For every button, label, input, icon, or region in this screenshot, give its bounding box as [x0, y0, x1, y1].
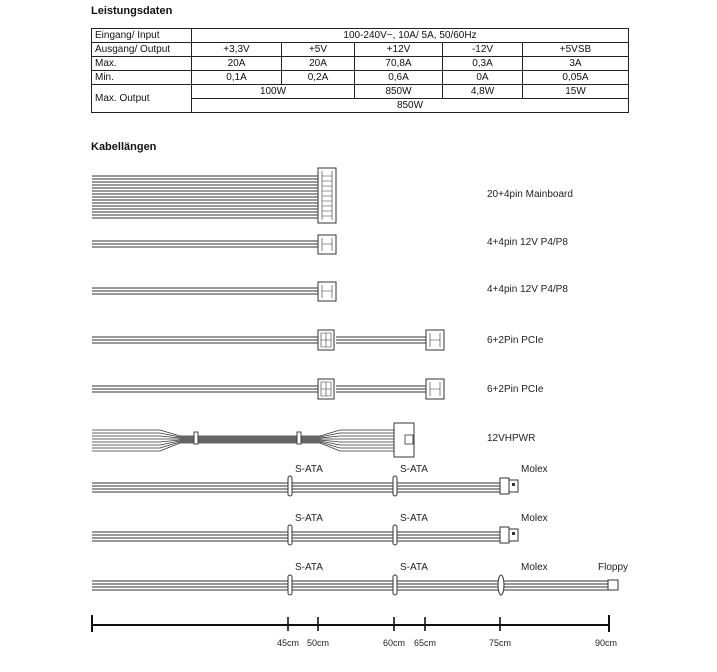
max-label: Max.	[92, 57, 192, 71]
label-sata: S-ATA	[295, 464, 323, 475]
sata-connector	[393, 525, 397, 545]
label-sata: S-ATA	[295, 562, 323, 573]
max-value: 20A	[282, 57, 355, 71]
label-molex: Molex	[521, 513, 548, 524]
ruler-label: 45cm	[276, 638, 300, 648]
max-output-value: 100W	[192, 85, 355, 99]
hpwr-sleeve-clip	[297, 432, 301, 444]
min-value: 0,1A	[192, 71, 282, 85]
min-value: 0A	[443, 71, 523, 85]
max-output-label: Max. Output	[92, 85, 192, 113]
p4p8-connector	[318, 235, 336, 254]
min-value: 0,2A	[282, 71, 355, 85]
cable-sata-3	[92, 575, 618, 595]
max-value: 70,8A	[355, 57, 443, 71]
label-molex: Molex	[521, 562, 548, 573]
max-output-value: 4,8W	[443, 85, 523, 99]
floppy-connector	[608, 580, 618, 590]
ruler-label: 75cm	[488, 638, 512, 648]
hpwr-sleeve-clip	[194, 432, 198, 444]
label-p4p8-2: 4+4pin 12V P4/P8	[487, 284, 568, 295]
label-floppy: Floppy	[598, 562, 629, 573]
min-value: 0,05A	[523, 71, 629, 85]
rail-header: +5VSB	[523, 43, 629, 57]
molex-connector	[500, 478, 509, 494]
label-12vhpwr: 12VHPWR	[487, 433, 536, 444]
cable-mainboard	[92, 168, 336, 223]
sata-connector	[288, 575, 292, 595]
cable-sata-2	[92, 525, 518, 545]
label-p4p8-1: 4+4pin 12V P4/P8	[487, 237, 568, 248]
section-title-cables: Kabellängen	[91, 141, 157, 153]
sata-connector	[393, 476, 397, 496]
label-pcie-2: 6+2Pin PCIe	[487, 384, 544, 395]
cable-sata-1	[92, 476, 518, 496]
ruler-label: 50cm	[306, 638, 330, 648]
output-label: Ausgang/ Output	[92, 43, 192, 57]
max-output-total: 850W	[192, 99, 629, 113]
input-value: 100-240V~, 10A/ 5A, 50/60Hz	[192, 29, 629, 43]
rail-header: +12V	[355, 43, 443, 57]
rail-header: +3,3V	[192, 43, 282, 57]
p4p8-connector	[318, 282, 336, 301]
label-sata: S-ATA	[295, 513, 323, 524]
ruler-label: 65cm	[413, 638, 437, 648]
input-label: Eingang/ Input	[92, 29, 192, 43]
rail-header: +5V	[282, 43, 355, 57]
max-value: 3A	[523, 57, 629, 71]
label-sata: S-ATA	[400, 562, 428, 573]
min-label: Min.	[92, 71, 192, 85]
max-output-value: 850W	[355, 85, 443, 99]
max-value: 0,3A	[443, 57, 523, 71]
cable-12vhpwr	[92, 423, 414, 457]
max-output-value: 15W	[523, 85, 629, 99]
label-molex: Molex	[521, 464, 548, 475]
ruler-label: 90cm	[594, 638, 618, 648]
length-ruler	[92, 615, 609, 632]
molex-connector	[500, 527, 509, 543]
min-value: 0,6A	[355, 71, 443, 85]
rail-header: -12V	[443, 43, 523, 57]
max-value: 20A	[192, 57, 282, 71]
label-sata: S-ATA	[400, 464, 428, 475]
ruler-label: 60cm	[382, 638, 406, 648]
sata-connector	[393, 575, 397, 595]
cable-pcie-2	[92, 379, 444, 399]
cable-p4p8-2	[92, 282, 336, 301]
sata-connector	[288, 525, 292, 545]
cable-pcie-1	[92, 330, 444, 350]
section-title-performance: Leistungsdaten	[91, 5, 173, 17]
sata-connector	[288, 476, 292, 496]
molex-inline-connector	[498, 575, 504, 595]
label-mainboard: 20+4pin Mainboard	[487, 189, 573, 200]
cable-p4p8-1	[92, 235, 336, 254]
label-pcie-1: 6+2Pin PCIe	[487, 335, 544, 346]
label-sata: S-ATA	[400, 513, 428, 524]
